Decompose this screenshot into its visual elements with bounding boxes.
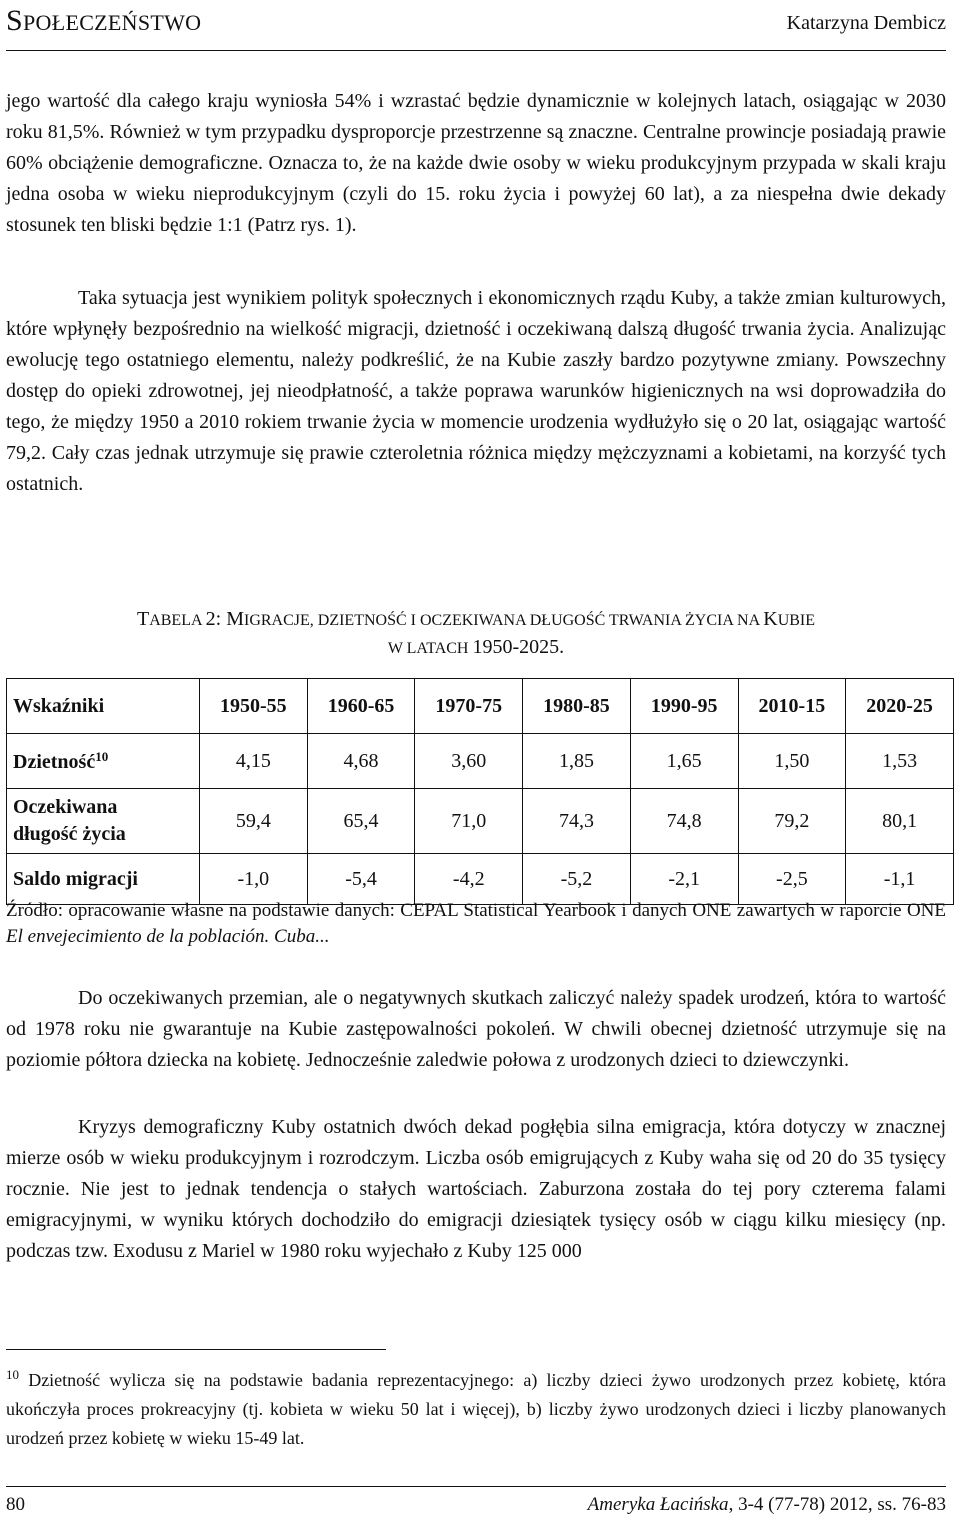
footer-rule — [6, 1486, 946, 1487]
paragraph-1-text: jego wartość dla całego kraju wyniosła 54% i wzrastać będzie dynamicznie w kolejnych latach, osiągając w 2030 roku 81,5%. Również w tym przypadku dysproporcje przestrzenne są znaczne. Centralne prowincje posiadają prawie 60% obciążenie demograficzne. Oznacza to, że na każde dwie osoby w wieku produkcyjnym przypada w skali kraju jedna osoba w wieku nieprodukcyjnym (czyli do 15. roku życia i powyżej 60 lat), a za niespełna dwie dekady stosunek ten bliski będzie 1:1 (Patrz rys. 1). — [6, 90, 946, 236]
data-table — [6, 678, 954, 905]
footnote-ref: 10 — [95, 748, 109, 764]
caption-num: 2: M — [205, 608, 244, 630]
table-header-cell: Wskaźniki — [7, 679, 200, 734]
table-cell: 1,65 — [630, 734, 738, 789]
table-cell: 3,60 — [415, 734, 523, 789]
table-cell: 1,53 — [846, 734, 954, 789]
table-cell: -1,1 — [846, 854, 954, 905]
journal-name: Ameryka Łacińska — [587, 1494, 729, 1515]
table-cell: -5,2 — [523, 854, 631, 905]
table-cell: 80,1 — [846, 789, 954, 854]
row-label — [7, 734, 200, 789]
footnote-text: Dzietność wylicza się na podstawie badania reprezentacyjnego: a) liczby dzieci żywo urodzonych przez kobietę, która ukończyła proces prokreacyjny (tj. kobieta w wieku 50 lat i więcej), b) liczby żywo urodzonych dzieci i liczby planowanych urodzeń przez kobietę w wieku 15-49 lat. — [6, 1370, 946, 1448]
table-source — [6, 898, 946, 950]
table-header-cell: 1950-55 — [200, 679, 308, 734]
table-cell: -1,0 — [200, 854, 308, 905]
caption-w-latach: W LATACH — [387, 640, 469, 657]
table-header-cell: 2020-25 — [846, 679, 954, 734]
running-footer — [6, 1494, 946, 1516]
table-cell: 4,15 — [200, 734, 308, 789]
section-title-initial: S — [6, 4, 23, 37]
table-cell: -2,5 — [738, 854, 846, 905]
table-cell: -2,1 — [630, 854, 738, 905]
table-cell: 1,85 — [523, 734, 631, 789]
header-rule — [6, 50, 946, 51]
table-header-cell: 1990-95 — [630, 679, 738, 734]
table-cell: 59,4 — [200, 789, 308, 854]
table-cell: 4,68 — [307, 734, 415, 789]
journal-issue: , 3-4 (77-78) 2012, ss. 76-83 — [728, 1494, 946, 1515]
paragraph-2-text: Taka sytuacja jest wynikiem polityk społecznych i ekonomicznych rządu Kuby, a także zmian kulturowych, które wpłynęły bezpośrednio na wielkość migracji, dzietność i oczekiwaną dalszą długość trwania życia. Analizując ewolucję tego ostatniego elementu, należy podkreślić, że na Kubie zaszły bardzo pozytywne zmiany. Powszechny dostęp do opieki zdrowotnej, jej nieodpłatność, a także poprawa warunków higienicznych na wsi doprowadziła do tego, że między 1950 a 2010 rokiem trwanie życia w momencie urodzenia wydłużyło się o 20 lat, osiągając wartość 79,2. Cały czas jednak utrzymuje się prawie czteroletnia różnica między mężczyznami a kobietami, na korzyść tych ostatnich. — [6, 287, 946, 495]
table-cell: 74,3 — [523, 789, 631, 854]
footnote-number: 10 — [6, 1367, 19, 1382]
caption-k: K — [763, 608, 778, 630]
row-label-line1: Oczekiwana — [13, 796, 118, 818]
table-cell: -5,4 — [307, 854, 415, 905]
table-row — [7, 734, 954, 789]
footnote — [6, 1360, 946, 1453]
table-header-cell: 2010-15 — [738, 679, 846, 734]
running-header — [6, 2, 946, 44]
row-label: Saldo migracji — [7, 854, 200, 905]
table-cell: 1,50 — [738, 734, 846, 789]
paragraph-4 — [6, 1112, 946, 1267]
table-caption — [6, 606, 946, 662]
table-header-row — [7, 679, 954, 734]
journal-citation — [588, 1494, 946, 1516]
page-number: 80 — [6, 1494, 25, 1515]
table-row — [7, 854, 954, 905]
section-title — [6, 4, 201, 38]
row-label — [7, 789, 200, 854]
section-title-rest: POŁECZEŃSTWO — [23, 10, 202, 35]
table-header-cell: 1980-85 — [523, 679, 631, 734]
author-name: Katarzyna Dembicz — [786, 12, 946, 34]
table-header-cell: 1970-75 — [415, 679, 523, 734]
paragraph-2 — [6, 283, 946, 500]
table-cell: 71,0 — [415, 789, 523, 854]
row-label-line2: długość życia — [13, 823, 126, 845]
table-cell: 65,4 — [307, 789, 415, 854]
table-header-cell: 1960-65 — [307, 679, 415, 734]
paragraph-3 — [6, 983, 946, 1076]
paragraph-1 — [6, 86, 946, 241]
table-cell: -4,2 — [415, 854, 523, 905]
row-label-text: Dzietność — [13, 750, 96, 773]
paragraph-4-text: Kryzys demograficzny Kuby ostatnich dwóch dekad pogłębia silna emigracja, która dotyczy w znacznej mierze osób w wieku produkcyjnym i rozrodczym. Liczba osób emigrujących z Kuby waha się od 20 do 35 tysięcy rocznie. Nie jest to jednak tendencja o stałych wartościach. Zaburzona została do tej pory czterema falami emigracyjnymi, w wyniku których dochodziło do emigracji dziesiątek tysięcy osób w ciągu kilku miesięcy (np. podczas tzw. Exodusu z Mariel w 1980 roku wyjechało z Kuby 125 000 — [6, 1116, 946, 1262]
table-cell: 79,2 — [738, 789, 846, 854]
paragraph-3-text: Do oczekiwanych przemian, ale o negatywnych skutkach zaliczyć należy spadek urodzeń, która to wartość od 1978 roku nie gwarantuje na Kubie zastępowalności pokoleń. W chwili obecnej dzietność utrzymuje się na poziomie półtora dziecka na kobietę. Jednocześnie zaledwie połowa z urodzonych dzieci to dziewczynki. — [6, 987, 946, 1071]
footnote-rule — [6, 1349, 386, 1350]
caption-abela: ABELA — [149, 612, 202, 629]
caption-rest: IGRACJE, DZIETNOŚĆ I OCZEKIWANA DŁUGOŚĆ TRWANIA ŻYCIA NA — [243, 612, 760, 629]
caption-t: T — [136, 608, 150, 630]
table-cell: 74,8 — [630, 789, 738, 854]
table-row — [7, 789, 954, 854]
caption-years: 1950-2025. — [472, 636, 565, 658]
source-text: Źródło: opracowanie własne na podstawie danych: CEPAL Statistical Yearbook i danych ONE zawartych w raporcie ONE — [6, 900, 946, 921]
source-title: El envejecimiento de la población. Cuba... — [6, 926, 330, 947]
caption-ubie: UBIE — [777, 612, 816, 629]
